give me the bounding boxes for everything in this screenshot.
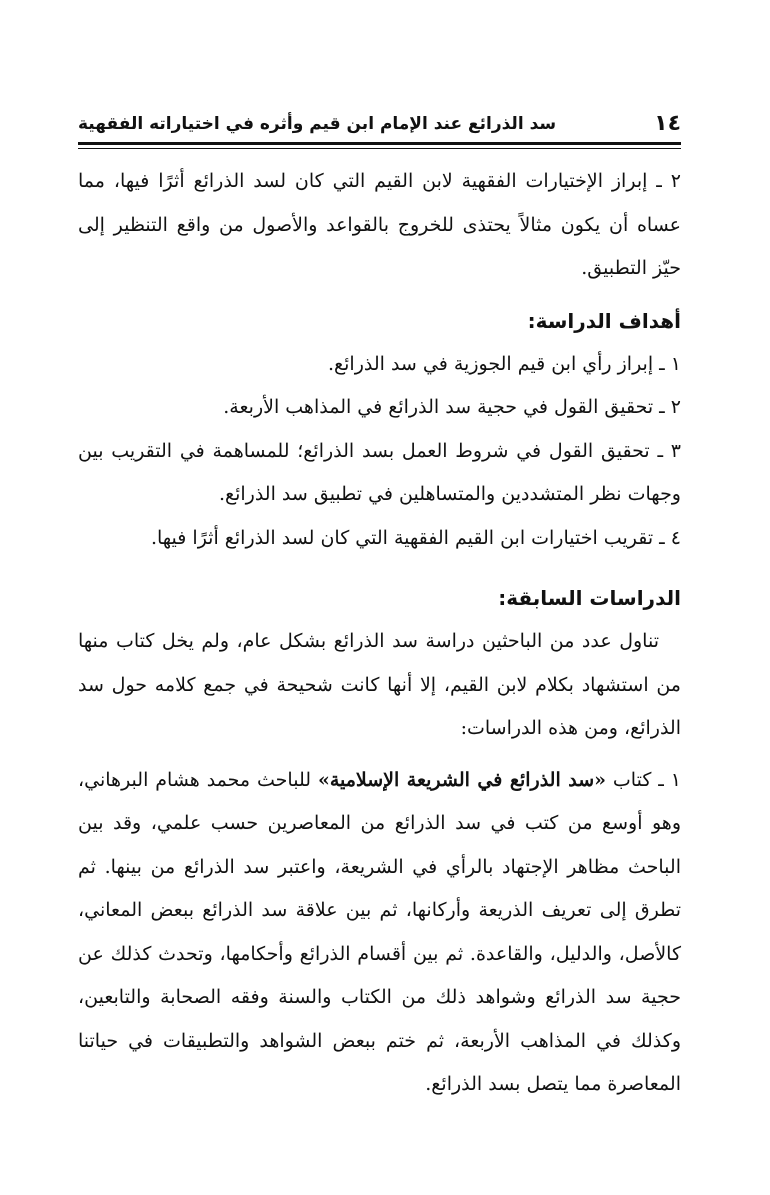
goal-item-4: ٤ ـ تقريب اختيارات ابن القيم الفقهية التي كان لسد الذرائع أثرًا فيها. xyxy=(150,526,681,549)
running-title: سد الذرائع عند الإمام ابن قيم وأثره في اختياراته الفقهية xyxy=(78,114,557,134)
spacer xyxy=(78,291,681,299)
study-item-text: للباحث محمد هشام البرهاني، وهو أوسع من كتب في سد الذرائع من المعاصرين حسب علمي، وقد بين الباحث مظاهر الإجتهاد بالرأي في الشريعة، واعتبر سد الذرائع من بينها. ثم تطرق إلى تعريف الذريعة وأركانها، ثم بين علاقة سد الذرائع ببعض المعاني، كالأصل، والدليل، والقاعدة. ثم بين أقسام الذرائع وأحكامها، وتحدث كذلك عن حجية سد الذرائع وشواهد ذلك من الكتاب والسنة وفقه الصحابة والتابعين، وكذلك في المذاهب الأربعة، ثم ختم ببعض الشواهد والتطبيقات في حياتنا المعاصرة مما يتصل بسد الذرائع. xyxy=(78,768,681,1095)
spacer xyxy=(78,751,681,759)
spacer xyxy=(78,560,681,576)
study-item-1 xyxy=(78,759,681,1107)
page-number: ١٤ xyxy=(654,111,681,136)
header-rule-thin xyxy=(78,148,681,149)
intro-item-2: ٢ ـ إبراز الإختيارات الفقهية لابن القيم التي كان لسد الذرائع أثرًا فيها، مما عساه أن يكون مثالاً يحتذى للخروج بالقواعد والأصول من واقع التنظير إلى حيّز التطبيق. xyxy=(78,170,681,279)
goal-item-3: ٣ ـ تحقيق القول في شروط العمل بسد الذرائع؛ للمساهمة في التقريب بين وجهات نظر المتشددين والمتساهلين في تطبيق سد الذرائع. xyxy=(78,439,681,505)
previous-studies-heading: الدراسات السابقة: xyxy=(498,586,681,610)
goals-heading: أهداف الدراسة: xyxy=(527,308,681,333)
goal-item-1: ١ ـ إبراز رأي ابن قيم الجوزية في سد الذرائع. xyxy=(327,352,681,375)
goal-item-2: ٢ ـ تحقيق القول في حجية سد الذرائع في المذاهب الأربعة. xyxy=(223,396,681,418)
running-header xyxy=(78,107,681,143)
previous-studies-intro: تناول عدد من الباحثين دراسة سد الذرائع بشكل عام، ولم يخل كتاب منها من استشهاد بكلام لابن القيم، إلا أنها كانت شحيحة في جمع كلامه حول سد الذرائع، ومن هذه الدراسات: xyxy=(78,630,681,739)
book-title: «سد الذرائع في الشريعة الإسلامية» xyxy=(317,768,606,791)
header-rule-thick xyxy=(78,142,681,145)
study-item-prefix: ١ ـ كتاب xyxy=(606,768,681,791)
page-body xyxy=(78,160,681,1107)
